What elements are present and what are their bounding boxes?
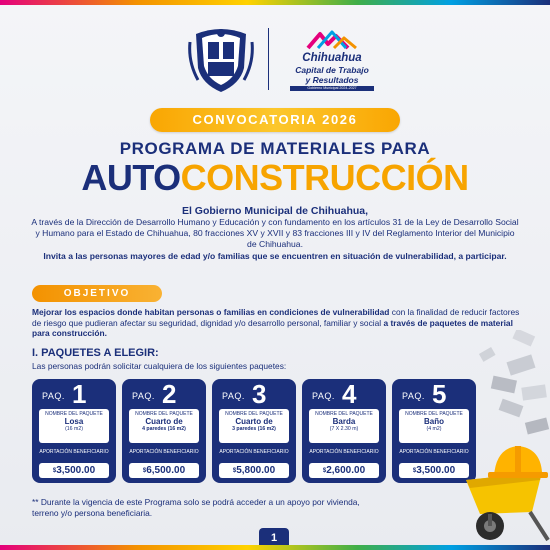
paquetes-subtitle: Las personas podrán solicitar cualquiera de los siguientes paquetes: <box>32 361 287 371</box>
logo-line3: y Resultados <box>305 75 359 85</box>
package-amount-box <box>129 463 199 478</box>
currency-sign: $ <box>412 468 417 474</box>
bottom-color-strip <box>0 545 550 550</box>
currency-sign: $ <box>142 468 147 474</box>
objetivo-bold-2: a través de paquetes de material para construcción. <box>32 317 513 339</box>
package-dimension: 3 paredes (16 m2) <box>232 426 276 432</box>
package-contribution-key: APORTACIÓN BENEFICIARIO <box>219 449 289 455</box>
package-amount-box <box>219 463 289 478</box>
wheelbarrow-icon <box>466 472 548 540</box>
package-name: Baño <box>424 417 444 426</box>
package-dimension: (16 m2) <box>65 426 83 432</box>
bricks-icon <box>479 330 549 434</box>
package-name-box <box>129 409 199 443</box>
package-contribution-key: APORTACIÓN BENEFICIARIO <box>399 449 469 455</box>
package-name-key: NOMBRE DEL PAQUETE <box>405 411 463 417</box>
package-card-1 <box>32 379 116 483</box>
package-name: Losa <box>64 417 84 426</box>
currency-sign: $ <box>52 468 57 474</box>
top-color-strip <box>0 0 550 5</box>
objetivo-text-1: con la finalidad de reducir factores de riesgo que pudieran afectar su seguridad, dignidad y/o desarrollo personal, familiar y social <box>32 307 520 328</box>
header-divider <box>268 28 269 90</box>
convocatoria-badge: CONVOCATORIA 2026 <box>150 108 400 132</box>
footnote: ** Durante la vigencia de este Programa solo se podrá acceder a un apoyo por vivienda, terreno y/o persona beneficiaria. <box>32 497 360 518</box>
package-name-box <box>219 409 289 443</box>
auto-part: AUTO <box>81 157 181 198</box>
package-card-3 <box>212 379 296 483</box>
package-name-key: NOMBRE DEL PAQUETE <box>45 411 103 417</box>
package-number: 4 <box>342 379 357 409</box>
package-number: 2 <box>162 379 177 409</box>
package-amount: 5,800.00 <box>236 465 276 476</box>
package-amount-box <box>39 463 109 478</box>
capital-logo <box>282 30 382 92</box>
package-amount-box <box>309 463 379 478</box>
package-dimension: (7 X 2.30 m) <box>329 426 359 432</box>
intro-paragraph: A través de la Dirección de Desarrollo Humano y Educación y con fundamento en los artículos 31 de la Ley de Desarrollo Social y Humano para el Estado de Chihuahua, 80 fracciones XV y XVII y 83 fracciones III y IV del Reglamento Interior del Municipio de Chihuahua. <box>31 217 519 249</box>
package-amount: 3,500.00 <box>416 465 456 476</box>
package-name-key: NOMBRE DEL PAQUETE <box>135 411 193 417</box>
package-name-box <box>309 409 379 443</box>
package-amount: 2,600.00 <box>326 465 366 476</box>
package-number: 5 <box>432 379 447 409</box>
package-label: PAQ. <box>312 391 335 401</box>
package-contribution-key: APORTACIÓN BENEFICIARIO <box>309 449 379 455</box>
package-amount: 6,500.00 <box>146 465 186 476</box>
paquetes-heading: I. PAQUETES A ELEGIR: <box>32 347 159 359</box>
program-title: PROGRAMA DE MATERIALES PARA <box>119 139 431 158</box>
package-name: Cuarto de <box>145 417 183 426</box>
package-card-2 <box>122 379 206 483</box>
logo-line1: Chihuahua <box>302 52 362 64</box>
capital-logo-icon <box>304 30 360 50</box>
currency-sign: $ <box>322 468 327 474</box>
package-name-key: NOMBRE DEL PAQUETE <box>315 411 373 417</box>
hard-hat-icon <box>488 446 548 478</box>
invitation-paragraph: Invita a las personas mayores de edad y/o familias que se encuentren en situación de vulnerabilidad, a participar. <box>43 251 507 261</box>
objetivo-bold-1: Mejorar los espacios donde habitan personas o familias en condiciones de vulnerabilidad <box>32 307 390 317</box>
package-dimension: (4 m2) <box>426 426 442 432</box>
package-name: Cuarto de <box>235 417 273 426</box>
package-label: PAQ. <box>42 391 65 401</box>
package-name: Barda <box>332 417 356 426</box>
construction-illustration <box>430 330 550 550</box>
package-label: PAQ. <box>132 391 155 401</box>
currency-sign: $ <box>232 468 237 474</box>
package-number: 1 <box>72 379 87 409</box>
logo-line4: Gobierno Municipal 2024-2027 <box>290 86 374 91</box>
logo-line2: Capital de Trabajo <box>295 65 369 75</box>
package-name-box <box>39 409 109 443</box>
package-card-4 <box>302 379 386 483</box>
municipal-crest-icon <box>188 22 254 96</box>
objetivo-badge: OBJETIVO <box>32 285 162 302</box>
construccion-part: CONSTRUCCIÓN <box>180 157 469 198</box>
government-heading: El Gobierno Municipal de Chihuahua, <box>181 205 369 217</box>
package-label: PAQ. <box>402 391 425 401</box>
package-contribution-key: APORTACIÓN BENEFICIARIO <box>39 449 109 455</box>
package-contribution-key: APORTACIÓN BENEFICIARIO <box>129 449 199 455</box>
autoconstruccion-title <box>0 158 550 198</box>
package-dimension: 4 paredes (16 m2) <box>142 426 186 432</box>
package-label: PAQ. <box>222 391 245 401</box>
package-number: 3 <box>252 379 267 409</box>
package-name-key: NOMBRE DEL PAQUETE <box>225 411 283 417</box>
package-amount: 3,500.00 <box>56 465 96 476</box>
page-number: 1 <box>259 528 289 550</box>
